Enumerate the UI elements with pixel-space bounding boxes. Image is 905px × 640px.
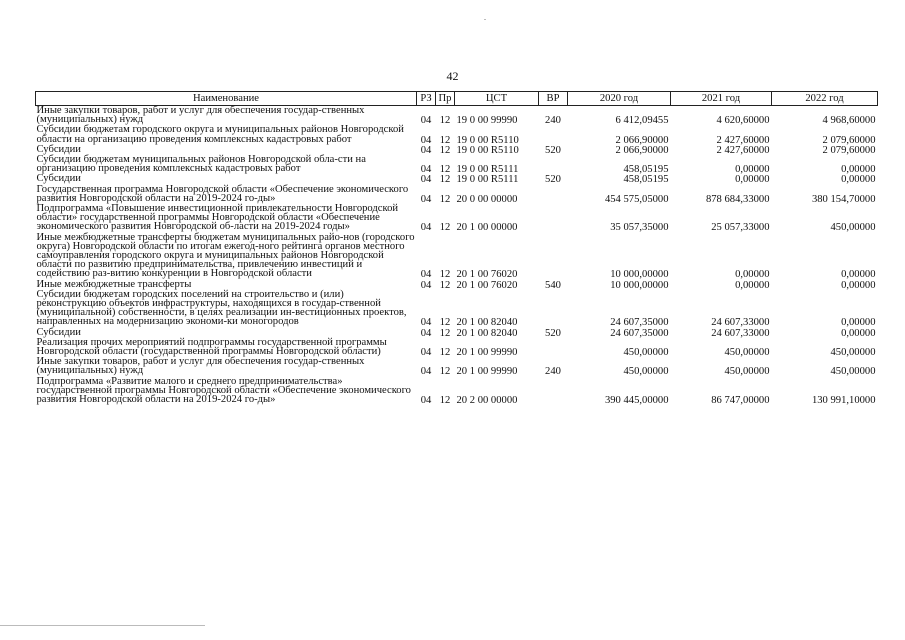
row-2022: 450,00000 <box>830 222 876 234</box>
row-rz: 04 <box>420 327 432 339</box>
row-cst: 20 1 00 76020 <box>456 269 518 281</box>
row-name-text: Реализация прочих мероприятий подпрограммы государственной программы Новгородской области (государственной программы Новгородской области) <box>36 336 387 358</box>
row-2022: 0,00000 <box>841 164 876 176</box>
row-pr: 12 <box>439 279 451 291</box>
page-number: 42 <box>446 69 459 83</box>
row-2021: 25 057,33000 <box>711 222 770 234</box>
row-cst: 20 1 00 00000 <box>456 222 518 234</box>
row-name-text: Субсидии <box>36 326 81 338</box>
row-2022: 450,00000 <box>830 347 876 359</box>
table-row <box>36 106 878 126</box>
row-2020: 6 412,09455 <box>615 115 669 127</box>
row-2021: 86 747,00000 <box>711 395 770 407</box>
row-rz: 04 <box>420 222 432 234</box>
row-2022: 0,00000 <box>841 327 876 339</box>
row-name <box>36 155 417 174</box>
row-cst: 19 0 00 R5110 <box>456 134 519 146</box>
row-rz: 04 <box>420 164 432 176</box>
row-pr: 12 <box>439 144 451 156</box>
row-pr: 12 <box>439 395 451 407</box>
row-2022: 4 968,60000 <box>822 115 876 127</box>
header-pr: Пр <box>436 92 455 106</box>
row-rz: 04 <box>420 174 432 186</box>
row-name <box>36 204 417 233</box>
row-rz: 04 <box>420 366 432 378</box>
row-vr <box>539 125 568 144</box>
row-pr: 12 <box>439 115 451 127</box>
row-2021: 878 684,33000 <box>705 193 770 205</box>
row-2022: 2 079,60000 <box>822 144 876 156</box>
row-name-text: Подпрограмма «Развитие малого и среднего предпринимательства» государственной программы Новгородской области «Обеспечение экономического развития Новгородской области на 2019-2024 го-ды» <box>36 375 411 406</box>
row-rz: 04 <box>420 115 432 127</box>
row-pr: 12 <box>439 222 451 234</box>
header-2020: 2020 год <box>568 92 671 106</box>
budget-table <box>35 91 878 405</box>
row-name-text: Субсидии <box>36 143 81 155</box>
row-vr <box>539 377 568 406</box>
row-2020: 10 000,00000 <box>610 279 669 291</box>
footer-divider <box>0 625 205 626</box>
row-2020: 458,05195 <box>623 174 669 186</box>
row-2021: 0,00000 <box>735 174 770 186</box>
row-2021: 0,00000 <box>735 279 770 291</box>
row-cst: 20 0 00 00000 <box>456 193 518 205</box>
row-pr: 12 <box>439 327 451 339</box>
header-rz: РЗ <box>417 92 436 106</box>
row-name <box>36 338 417 357</box>
row-rz: 04 <box>420 279 432 291</box>
row-pr: 12 <box>439 174 451 186</box>
row-name-text: Субсидии бюджетам муниципальных районов Новгородской обла-сти на организацию проведения комплексных кадастровых работ <box>36 154 366 175</box>
row-cst: 20 1 00 82040 <box>456 317 518 329</box>
row-pr: 12 <box>439 134 451 146</box>
row-vr: 240 <box>545 366 561 378</box>
row-2020: 2 066,90000 <box>615 144 669 156</box>
row-2020: 450,00000 <box>623 366 669 378</box>
header-2021: 2021 год <box>671 92 772 106</box>
row-cst: 19 0 00 R5110 <box>456 144 519 156</box>
row-name-text: Иные закупки товаров, работ и услуг для обеспечения государ-ственных (муниципальных) нужд <box>36 356 365 377</box>
row-2020: 24 607,35000 <box>610 317 669 329</box>
scan-speck <box>484 19 486 20</box>
row-name <box>36 290 417 328</box>
row-pr: 12 <box>439 317 451 329</box>
table-body <box>36 106 878 406</box>
row-name <box>36 377 417 406</box>
row-2022: 450,00000 <box>830 366 876 378</box>
row-vr: 520 <box>545 327 561 339</box>
row-2022: 0,00000 <box>841 279 876 291</box>
row-2021: 0,00000 <box>735 269 770 281</box>
row-2021: 2 427,60000 <box>716 134 770 146</box>
table-row <box>36 290 878 328</box>
header-name: Наименование <box>36 92 417 106</box>
row-vr <box>539 155 568 174</box>
row-vr <box>539 204 568 233</box>
row-vr: 520 <box>545 174 561 186</box>
row-cst: 19 0 00 R5111 <box>456 174 519 186</box>
row-pr: 12 <box>439 366 451 378</box>
row-rz: 04 <box>420 144 432 156</box>
table-row <box>36 357 878 376</box>
row-rz: 04 <box>420 134 432 146</box>
row-name-text: Субсидии бюджетам городского округа и муниципальных районов Новгородской области на организацию проведения комплексных кадастровых работ <box>36 124 404 145</box>
row-rz: 04 <box>420 347 432 359</box>
row-pr: 12 <box>439 269 451 281</box>
row-vr <box>539 185 568 204</box>
row-2020: 450,00000 <box>623 347 669 359</box>
row-2021: 0,00000 <box>735 164 770 176</box>
row-2020: 35 057,35000 <box>610 222 669 234</box>
row-cst: 20 1 00 99990 <box>456 366 518 378</box>
row-rz: 04 <box>420 317 432 329</box>
row-2021: 450,00000 <box>724 347 770 359</box>
header-vr: ВР <box>539 92 568 106</box>
table-row <box>36 155 878 174</box>
row-rz: 04 <box>420 193 432 205</box>
row-name <box>36 233 417 280</box>
row-pr: 12 <box>439 193 451 205</box>
row-cst: 20 2 00 00000 <box>456 395 518 407</box>
table-row <box>36 377 878 406</box>
row-2022: 0,00000 <box>841 174 876 186</box>
row-name-text: Субсидии <box>36 173 81 185</box>
row-name-text: Иные межбюджетные трансферты <box>36 278 192 290</box>
row-pr: 12 <box>439 164 451 176</box>
row-name <box>36 106 417 126</box>
row-name-text: Государственная программа Новгородской области «Обеспечение экономического развития Новгородской области на 2019-2024 го-ды» <box>36 183 409 204</box>
row-2020: 454 575,05000 <box>604 193 669 205</box>
table-row <box>36 204 878 233</box>
table-header-row <box>36 92 878 106</box>
row-2020: 10 000,00000 <box>610 269 669 281</box>
row-cst: 20 1 00 76020 <box>456 279 518 291</box>
header-cst: ЦСТ <box>455 92 539 106</box>
row-2021: 2 427,60000 <box>716 144 770 156</box>
header-2022: 2022 год <box>772 92 878 106</box>
row-vr <box>539 290 568 328</box>
table-row <box>36 185 878 204</box>
table-row <box>36 338 878 357</box>
row-vr <box>539 233 568 280</box>
table-row <box>36 233 878 280</box>
row-name-text: Субсидии бюджетам городских поселений на строительство и (или) реконструкцию объектов инфраструктуры, находящихся в государ-ственной (муниципальной) собственности, в целях реализации ин-вестиционных проектов, направленных на модернизацию экономи-ки моногородов <box>36 288 407 328</box>
row-2022: 130 991,10000 <box>811 395 876 407</box>
row-2020: 24 607,35000 <box>610 327 669 339</box>
row-2020: 458,05195 <box>623 164 669 176</box>
row-pr: 12 <box>439 347 451 359</box>
row-cst: 20 1 00 99990 <box>456 347 518 359</box>
row-2022: 380 154,70000 <box>811 193 876 205</box>
row-2021: 450,00000 <box>724 366 770 378</box>
row-name-text: Иные закупки товаров, работ и услуг для обеспечения государ-ственных (муниципальных) нужд <box>36 105 365 126</box>
row-2022: 2 079,60000 <box>822 134 876 146</box>
row-name-text: Иные межбюджетные трансферты бюджетам муниципальных райо-нов (городского округа) Новгородской области по итогам ежегод-ного рейтинга органов местного самоуправления городского округа и муниципальных районов Новгородской области по развитию предпринимательства, привлечению инвестиций и содействию раз-витию конкуренции в Новгородской области <box>36 231 415 280</box>
row-vr: 520 <box>545 144 561 156</box>
row-vr <box>539 338 568 357</box>
table-row <box>36 125 878 144</box>
row-name-text: Подпрограмма «Повышение инвестиционной привлекательности Новгородской области» государственной программы Новгородской области «Обеспечение экономического развития Новгородской об-ласти на 2019-2024 годы» <box>36 203 399 233</box>
row-rz: 04 <box>420 269 432 281</box>
row-cst: 19 0 00 R5111 <box>456 164 519 176</box>
row-cst: 19 0 00 99990 <box>456 115 518 127</box>
row-vr: 540 <box>545 279 561 291</box>
row-name <box>36 125 417 144</box>
row-2021: 24 607,33000 <box>711 327 770 339</box>
row-2020: 390 445,00000 <box>604 395 669 407</box>
row-rz: 04 <box>420 395 432 407</box>
row-name <box>36 185 417 204</box>
row-name <box>36 357 417 376</box>
row-vr: 240 <box>545 115 561 127</box>
row-2021: 24 607,33000 <box>711 317 770 329</box>
row-cst: 20 1 00 82040 <box>456 327 518 339</box>
row-2020: 2 066,90000 <box>615 134 669 146</box>
row-2022: 0,00000 <box>841 269 876 281</box>
row-2021: 4 620,60000 <box>716 115 770 127</box>
row-2022: 0,00000 <box>841 317 876 329</box>
